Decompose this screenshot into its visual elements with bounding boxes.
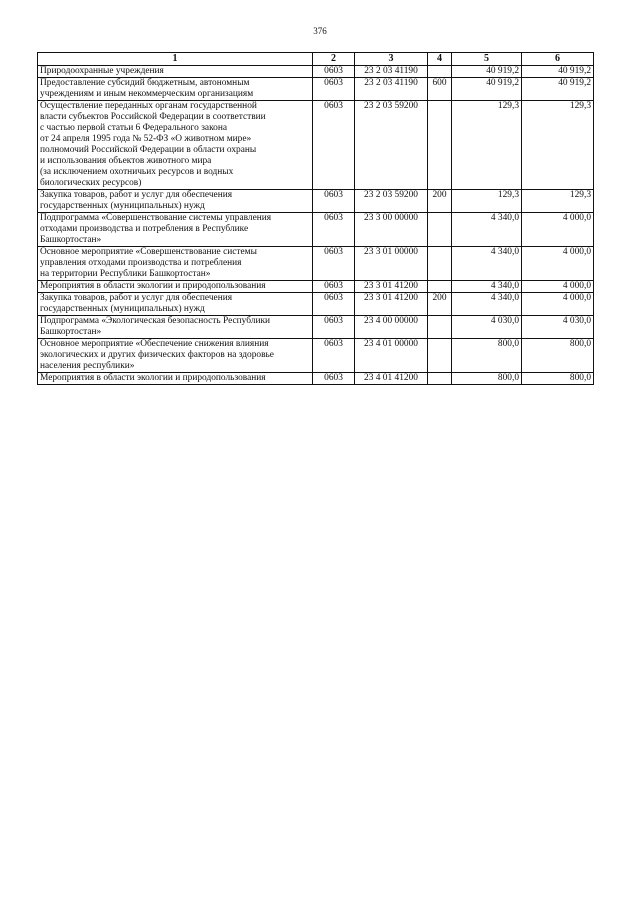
cell-amount-2: 4 030,0 <box>522 316 594 339</box>
cell-section-code: 0603 <box>313 293 355 316</box>
cell-amount-2: 800,0 <box>522 373 594 385</box>
cell-amount-2: 4 000,0 <box>522 213 594 247</box>
cell-amount-2: 40 919,2 <box>522 78 594 101</box>
cell-expense-type: 200 <box>428 190 452 213</box>
cell-name: Мероприятия в области экологии и природопользования <box>38 281 313 293</box>
page-number: 376 <box>313 26 327 36</box>
cell-target-article: 23 3 01 00000 <box>355 247 428 281</box>
cell-section-code: 0603 <box>313 339 355 373</box>
cell-amount-1: 4 030,0 <box>452 316 522 339</box>
table-body <box>38 66 594 385</box>
cell-name: Закупка товаров, работ и услуг для обеспечения государственных (муниципальных) нужд <box>38 190 313 213</box>
cell-expense-type <box>428 66 452 78</box>
cell-name: Подпрограмма «Совершенствование системы управления отходами производства и потребления в Республике Башкортостан» <box>38 213 313 247</box>
cell-amount-1: 4 340,0 <box>452 247 522 281</box>
table-row <box>38 190 594 213</box>
cell-expense-type <box>428 339 452 373</box>
cell-section-code: 0603 <box>313 101 355 190</box>
cell-expense-type <box>428 101 452 190</box>
cell-target-article: 23 2 03 59200 <box>355 190 428 213</box>
cell-target-article: 23 2 03 41190 <box>355 66 428 78</box>
cell-expense-type <box>428 316 452 339</box>
cell-name: Природоохранные учреждения <box>38 66 313 78</box>
table-row <box>38 66 594 78</box>
header-col-5: 5 <box>452 53 522 66</box>
cell-section-code: 0603 <box>313 190 355 213</box>
header-col-1: 1 <box>38 53 313 66</box>
cell-amount-1: 129,3 <box>452 190 522 213</box>
cell-target-article: 23 2 03 59200 <box>355 101 428 190</box>
cell-expense-type <box>428 213 452 247</box>
cell-expense-type <box>428 247 452 281</box>
cell-amount-2: 800,0 <box>522 339 594 373</box>
header-col-3: 3 <box>355 53 428 66</box>
cell-name: Основное мероприятие «Совершенствование системы управления отходами производства и потребления на территории Республики Башкортостан» <box>38 247 313 281</box>
table-row <box>38 373 594 385</box>
cell-section-code: 0603 <box>313 66 355 78</box>
header-col-2: 2 <box>313 53 355 66</box>
table-row <box>38 316 594 339</box>
cell-expense-type <box>428 281 452 293</box>
table-row <box>38 293 594 316</box>
table-row <box>38 281 594 293</box>
cell-amount-1: 40 919,2 <box>452 78 522 101</box>
cell-amount-1: 800,0 <box>452 373 522 385</box>
cell-target-article: 23 4 01 41200 <box>355 373 428 385</box>
table-row <box>38 247 594 281</box>
cell-amount-2: 4 000,0 <box>522 293 594 316</box>
cell-name: Предоставление субсидий бюджетным, автономным учреждениям и иным некоммерческим организациям <box>38 78 313 101</box>
cell-target-article: 23 2 03 41190 <box>355 78 428 101</box>
cell-target-article: 23 3 00 00000 <box>355 213 428 247</box>
cell-amount-1: 4 340,0 <box>452 293 522 316</box>
cell-section-code: 0603 <box>313 247 355 281</box>
cell-amount-2: 40 919,2 <box>522 66 594 78</box>
table-row <box>38 101 594 190</box>
cell-amount-1: 129,3 <box>452 101 522 190</box>
table-row <box>38 78 594 101</box>
cell-section-code: 0603 <box>313 213 355 247</box>
cell-name: Осуществление переданных органам государственной власти субъектов Российской Федерации в соответствии с частью первой статьи 6 Федерального закона от 24 апреля 1995 года № 52-ФЗ «О животном мире» полномочий Российской Федерации в области охраны и использования объектов животного мира (за исключением охотничьих ресурсов и водных биологических ресурсов) <box>38 101 313 190</box>
cell-target-article: 23 3 01 41200 <box>355 293 428 316</box>
cell-expense-type: 200 <box>428 293 452 316</box>
cell-amount-2: 129,3 <box>522 190 594 213</box>
cell-name: Закупка товаров, работ и услуг для обеспечения государственных (муниципальных) нужд <box>38 293 313 316</box>
cell-section-code: 0603 <box>313 316 355 339</box>
cell-amount-2: 4 000,0 <box>522 247 594 281</box>
cell-amount-1: 4 340,0 <box>452 213 522 247</box>
table-header-row <box>38 53 594 66</box>
cell-expense-type <box>428 373 452 385</box>
header-col-4: 4 <box>428 53 452 66</box>
cell-amount-1: 4 340,0 <box>452 281 522 293</box>
budget-table <box>37 52 594 385</box>
cell-name: Основное мероприятие «Обеспечение снижения влияния экологических и других физических факторов на здоровье населения республики» <box>38 339 313 373</box>
cell-target-article: 23 4 00 00000 <box>355 316 428 339</box>
cell-section-code: 0603 <box>313 78 355 101</box>
cell-amount-2: 4 000,0 <box>522 281 594 293</box>
table-row <box>38 213 594 247</box>
cell-section-code: 0603 <box>313 281 355 293</box>
cell-expense-type: 600 <box>428 78 452 101</box>
cell-amount-1: 800,0 <box>452 339 522 373</box>
cell-name: Подпрограмма «Экологическая безопасность Республики Башкортостан» <box>38 316 313 339</box>
cell-target-article: 23 3 01 41200 <box>355 281 428 293</box>
cell-name: Мероприятия в области экологии и природопользования <box>38 373 313 385</box>
cell-amount-1: 40 919,2 <box>452 66 522 78</box>
header-col-6: 6 <box>522 53 594 66</box>
cell-target-article: 23 4 01 00000 <box>355 339 428 373</box>
cell-amount-2: 129,3 <box>522 101 594 190</box>
table-row <box>38 339 594 373</box>
cell-section-code: 0603 <box>313 373 355 385</box>
